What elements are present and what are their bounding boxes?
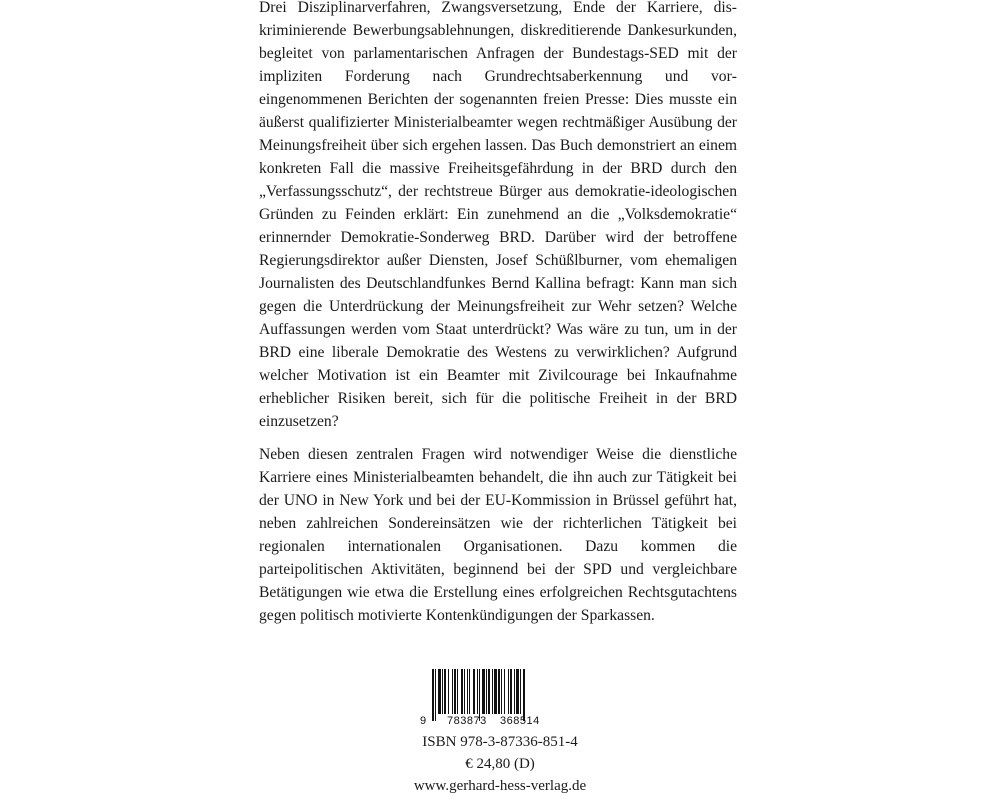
barcode-bar — [479, 669, 480, 721]
barcode-bar — [442, 669, 443, 714]
publisher-website[interactable]: www.gerhard-hess-verlag.de — [413, 778, 587, 794]
isbn-number: ISBN 978-3-87336-851-4 — [422, 734, 578, 750]
barcode-bar — [464, 669, 465, 714]
barcode-bar — [452, 669, 453, 714]
barcode-bar — [467, 669, 468, 714]
barcode-bar — [501, 669, 502, 714]
barcode-bar — [492, 669, 493, 714]
barcode-right-digits: 368514 — [500, 715, 540, 727]
barcode-bar — [486, 669, 487, 714]
barcode-bar — [473, 669, 475, 714]
barcode-bar — [444, 669, 446, 714]
barcode-bar — [482, 669, 485, 714]
barcode-bar — [504, 669, 505, 714]
barcode-bar — [432, 669, 434, 721]
barcode-bar — [461, 669, 463, 714]
barcode-bar — [435, 669, 436, 721]
barcode-bar — [494, 669, 497, 714]
blurb-paragraph-2: Neben diesen zentralen Fragen wird notwendiger Weise die dienstliche Karriere eines Ministerialbeamten behandelt, die ihn auch zur Tätigkeit bei der UNO in New York und bei der EU-Kommission in Brüssel geführt hat, neben zahlreichen Sondereinsätzen wie der richterlichen Tätigkeit bei regionalen internationalen Organisationen. Dazu kommen die parteipolitischen Aktivitäten, beginnend bei der SPD und vergleichbare Betätigungen wie etwa die Erstellung eines erfolgreichen Rechtsgutachtens gegen politisch motivierte Kontenkündigungen der Sparkassen. — [259, 446, 737, 624]
barcode-bar — [457, 669, 458, 714]
barcode-bar — [508, 669, 509, 714]
price: € 24,80 (D) — [465, 756, 535, 772]
barcode-bar — [438, 669, 441, 714]
barcode-bar — [498, 669, 500, 714]
blurb-paragraph-1: Drei Disziplinarverfahren, Zwangsversetzung, Ende der Karriere, diskriminierende Bewerbungsablehnungen, diskreditierende Dankesurkunden, begleitet von parlamentarischen Anfragen der Bundestags-SED mit der impliziten Forderung nach Grundrechtsaberkennung und voreingenommenen Berichten der sogenannten freien Presse: Dies musste ein äußerst qualifizierter Ministerialbeamter wegen rechtmäßiger Ausübung der Meinungsfreiheit über sich ergehen lassen. Das Buch demonstriert an einem konkreten Fall die massive Freiheitsgefährdung in der BRD durch den „Verfassungsschutz“, der rechtstreue Bürger aus demokratie-ideologischen Gründen zu Feinden erklärt: Ein zunehmend an die „Volksdemokratie“ erinnernder Demokratie-Sonderweg BRD. Darüber wird der betroffene Regierungsdirektor außer Diensten, Josef Schüßlburner, vom ehemaligen Journalisten des Deutschlandfunkes Bernd Kallina befragt: Kann man sich gegen die Unterdrückung der Meinungsfreiheit zur Wehr setzen? Welche Auffassungen werden vom Staat unterdrückt? Was wäre zu tun, um in der BRD eine liberale Demokratie des Westens zu verwirklichen? Aufgrund welcher Motivation ist ein Beamter mit Zivilcourage bei Inkaufnahme erheblicher Risiken bereit, sich für die politische Freiheit in der BRD einzusetzen? — [259, 0, 737, 430]
barcode-bar — [488, 669, 490, 714]
barcode-bar — [469, 669, 470, 714]
barcode-bar — [510, 669, 512, 714]
barcode-first-digit: 9 — [420, 715, 427, 727]
blurb-text — [259, 0, 737, 637]
barcode-bar — [520, 669, 521, 714]
barcode-bar — [514, 669, 515, 714]
isbn-barcode — [420, 669, 570, 731]
barcode-bar — [516, 669, 519, 714]
barcode-bar — [448, 669, 449, 714]
barcode-bar — [477, 669, 478, 714]
barcode-left-digits: 783873 — [447, 715, 487, 727]
barcode-bar — [454, 669, 456, 714]
barcode-bar — [523, 669, 525, 721]
